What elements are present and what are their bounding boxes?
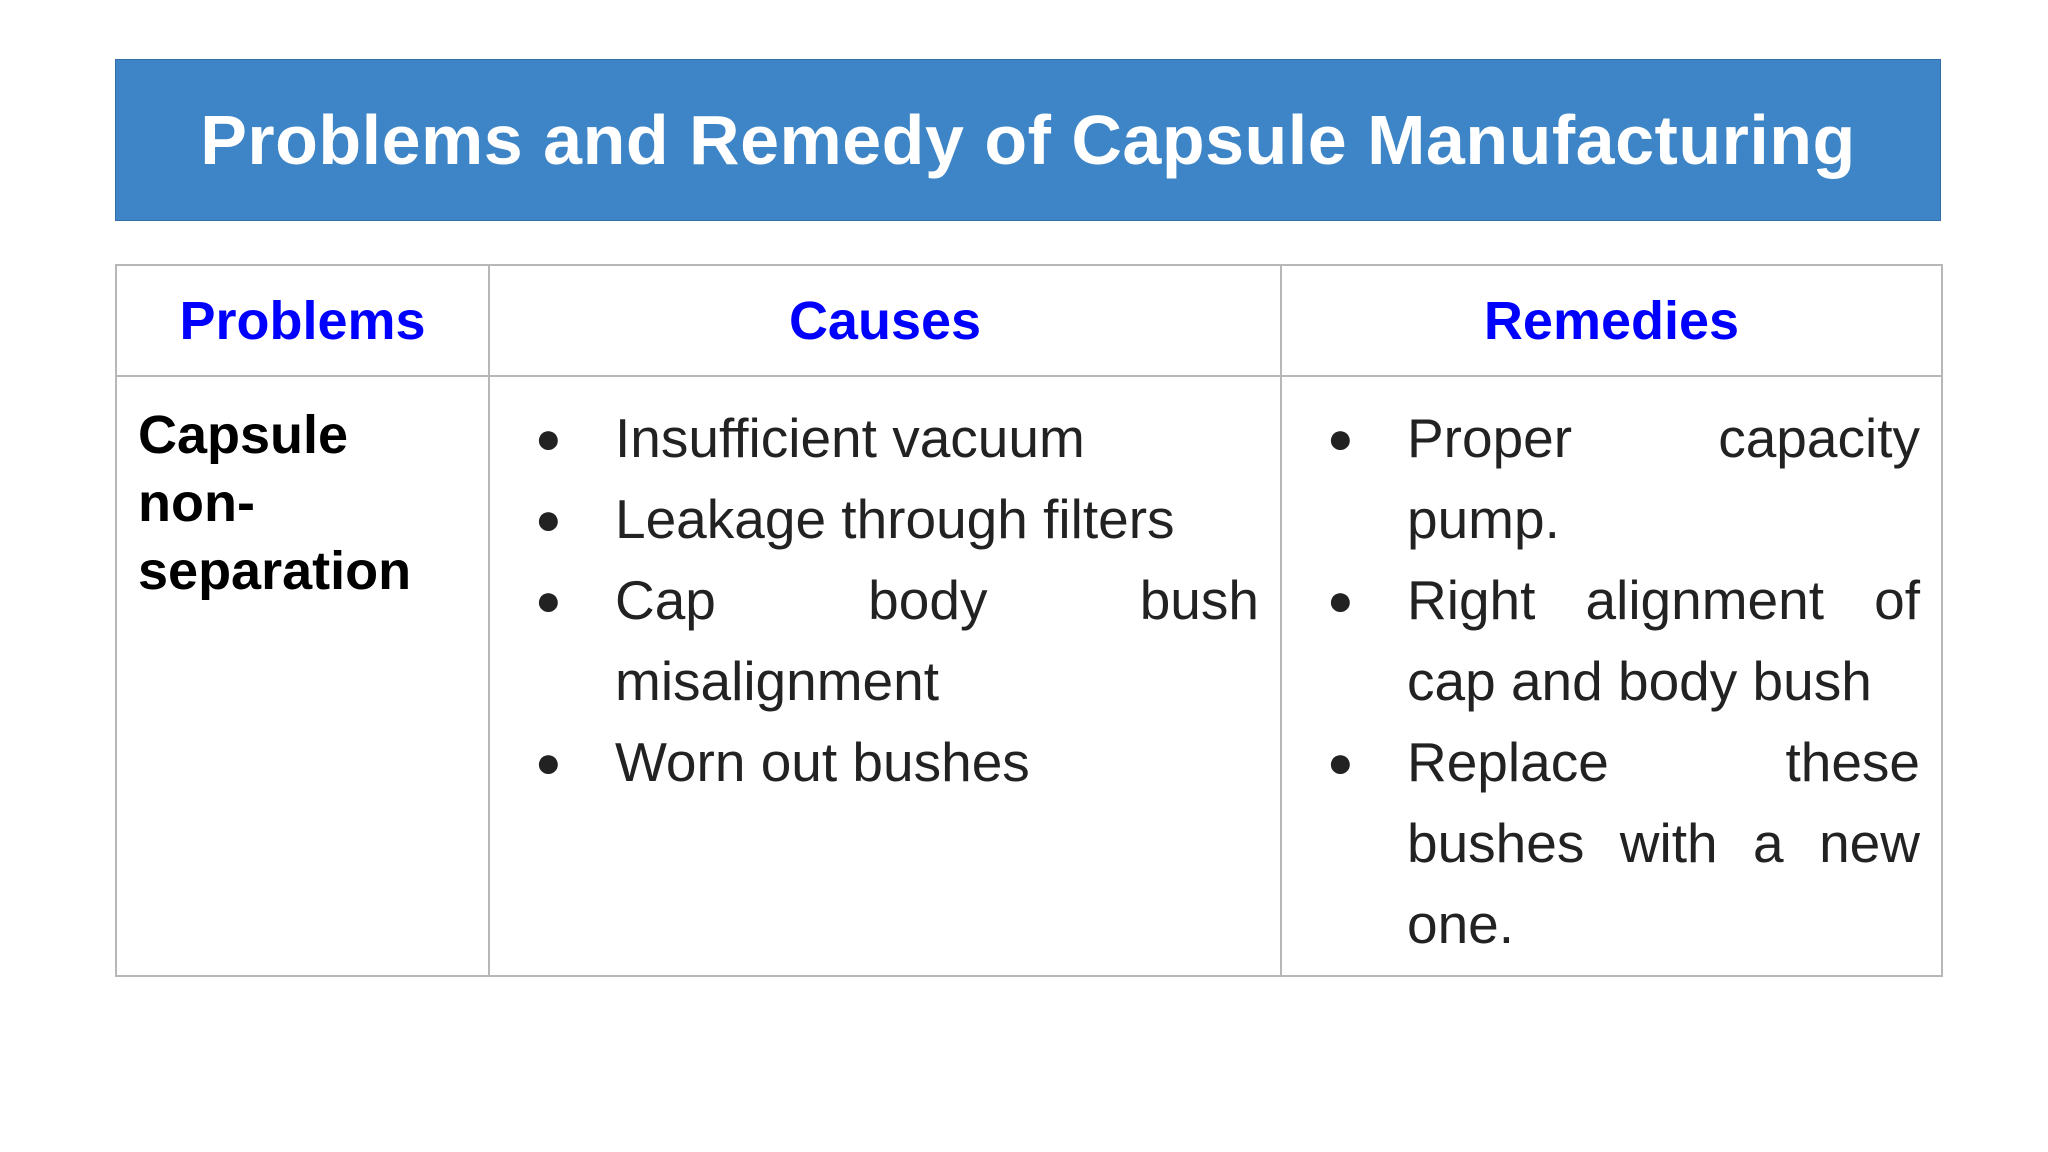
header-problems: Problems xyxy=(116,265,489,376)
bullet-icon: ● xyxy=(1327,414,1354,463)
bullet-icon: ● xyxy=(1327,576,1354,625)
problem-cell: Capsule non-separation xyxy=(116,376,489,976)
bullet-icon: ● xyxy=(535,414,562,463)
title-banner xyxy=(115,59,1941,221)
cause-text: Cap body bush misalignment xyxy=(615,569,1259,712)
remedy-text: Right alignment of cap and body bush xyxy=(1407,569,1920,712)
list-item xyxy=(491,479,1259,560)
list-item xyxy=(491,722,1259,803)
table-header-row xyxy=(116,265,1942,376)
bullet-icon: ● xyxy=(535,495,562,544)
cause-text: Leakage through filters xyxy=(615,488,1175,550)
remedies-cell xyxy=(1281,376,1942,976)
list-item xyxy=(491,398,1259,479)
header-remedies: Remedies xyxy=(1281,265,1942,376)
list-item xyxy=(1283,398,1920,560)
list-item xyxy=(1283,560,1920,722)
header-causes: Causes xyxy=(489,265,1281,376)
bullet-icon: ● xyxy=(535,738,562,787)
cause-text: Worn out bushes xyxy=(615,731,1030,793)
problems-table xyxy=(115,264,1943,977)
bullet-icon: ● xyxy=(1327,738,1354,787)
remedy-text: Replace these bushes with a new one. xyxy=(1407,731,1920,955)
cause-text: Insufficient vacuum xyxy=(615,407,1085,469)
list-item xyxy=(1283,722,1920,965)
causes-list xyxy=(491,378,1279,803)
remedy-text: Proper capacity pump. xyxy=(1407,407,1920,550)
causes-cell xyxy=(489,376,1281,976)
table-row xyxy=(116,376,1942,976)
page-title: Problems and Remedy of Capsule Manufacturing xyxy=(200,101,1856,179)
list-item xyxy=(491,560,1259,722)
bullet-icon: ● xyxy=(535,576,562,625)
remedies-list xyxy=(1283,378,1940,965)
